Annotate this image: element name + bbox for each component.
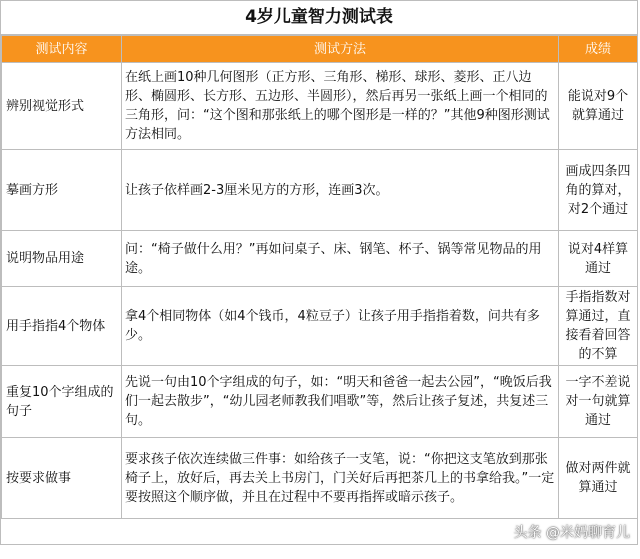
test-table [1, 35, 638, 519]
row-item: 重复10个字组成的句子 [2, 366, 122, 438]
row-result: 能说对9个就算通过 [559, 63, 638, 150]
header-method: 测试方法 [122, 36, 559, 63]
row-result: 说对4样算通过 [559, 231, 638, 287]
row-result: 手指指数对算通过，直接看着回答的不算 [559, 287, 638, 366]
row-item: 按要求做事 [2, 438, 122, 519]
row-result: 一字不差说对一句就算通过 [559, 366, 638, 438]
row-method: 在纸上画10种几何图形（正方形、三角形、梯形、球形、菱形、正八边形、椭圆形、长方形、五边形、半圆形），然后再另一张纸上画一个相同的三角形，问：“这个图和那张纸上的哪个图形是一样的？”其他9种图形测试方法相同。 [122, 63, 559, 150]
row-item: 摹画方形 [2, 150, 122, 231]
row-item: 说明物品用途 [2, 231, 122, 287]
header-result: 成绩 [559, 36, 638, 63]
table-row [2, 150, 638, 231]
row-method: 先说一句由10个字组成的句子，如：“明天和爸爸一起去公园”，“晚饭后我们一起去散步”，“幼儿园老师教我们唱歌”等，然后让孩子复述，共复述三句。 [122, 366, 559, 438]
row-item: 辨别视觉形式 [2, 63, 122, 150]
table-header-row [2, 36, 638, 63]
row-method: 拿4个相同物体（如4个钱币，4粒豆子）让孩子用手指指着数，问共有多少。 [122, 287, 559, 366]
table-row [2, 231, 638, 287]
header-item: 测试内容 [2, 36, 122, 63]
table-row [2, 63, 638, 150]
row-item: 用手指指4个物体 [2, 287, 122, 366]
table-row [2, 366, 638, 438]
table-row [2, 438, 638, 519]
sheet-title: 4岁儿童智力测试表 [1, 1, 637, 35]
row-method: 问：“椅子做什么用？”再如问桌子、床、钢笔、杯子、锅等常见物品的用途。 [122, 231, 559, 287]
watermark-text: 头条 @米妈聊育儿 [513, 525, 630, 541]
row-method: 要求孩子依次连续做三件事：如给孩子一支笔，说：“你把这支笔放到那张椅子上，放好后，再去关上书房门，门关好后再把茶几上的书拿给我。”一定要按照这个顺序做，并且在过程中不要再指挥或暗示孩子。 [122, 438, 559, 519]
row-method: 让孩子依样画2-3厘米见方的方形，连画3次。 [122, 150, 559, 231]
row-result: 做对两件就算通过 [559, 438, 638, 519]
row-result: 画成四条四角的算对，对2个通过 [559, 150, 638, 231]
table-row [2, 287, 638, 366]
